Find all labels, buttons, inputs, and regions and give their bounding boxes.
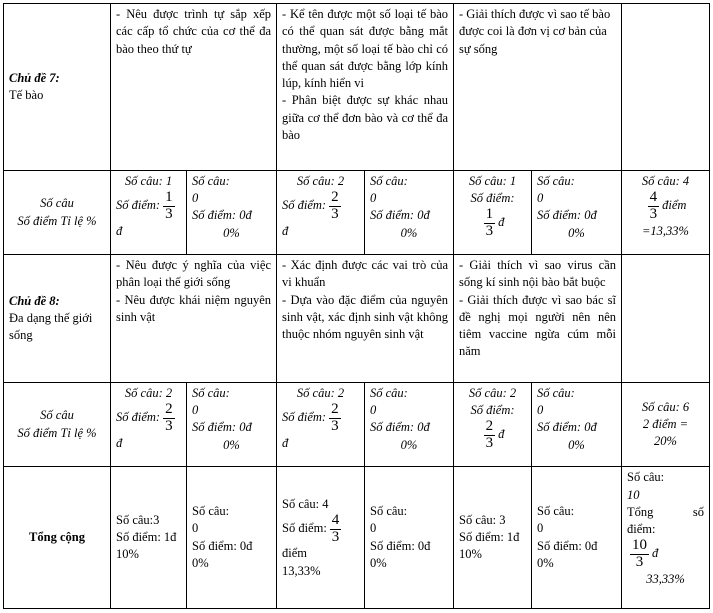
pct-value: 0% [568,437,585,452]
topic8-understand-cell [277,255,454,383]
topic7-know-tl [187,170,277,254]
topic8-know-text-1: - Nêu được ý nghĩa của việc phân loại thế giới sống [116,258,271,290]
topic7-apply-text: - Giải thích được vì sao tế bào được coi là đơn vị cơ bản của sự sống [459,7,611,56]
unit: đ [652,546,659,561]
topic8-label-cell [4,255,111,383]
topic8-understand-text-2: - Dựa vào đặc điểm của nguyên sinh vật, xác định sinh vật không thuộc nhóm nguyên sinh vật [282,292,448,342]
topic8-know-tl [187,382,277,466]
topic8-apply-text-1: - Giải thích vì sao virus cần sống kí sinh nội bào bắt buộc [459,258,616,290]
topic8-apply-text-2: - Giải thích được vì sao bác sĩ đề nghị mọi người nên nên tiêm vaccine ngừa cúm mỗi năm [459,292,616,359]
total-und-tl [365,467,454,609]
topic7-understand-text-1: - Kể tên được một số loại tế bào có thể quan sát được bằng mắt thường, một số loại tế bào chỉ có thể quan sát được bằng lớp kính lúp, kính hiển vi [282,7,448,90]
diem-value: Số điểm: 0đ [192,420,252,435]
cau-count: Số câu:3 [116,512,160,527]
total-label: Tổng cộng [29,530,85,544]
frac-num: 1 [485,206,494,223]
frac-den: 3 [331,417,339,434]
topic8-empty-cell [622,255,710,383]
pct-value: 20% [654,434,677,449]
cau-value: 0 [192,191,199,206]
total-app-tn [454,467,532,609]
cau-count: Số câu: 1 [124,173,173,188]
diem-value: Số điểm: 0đ [192,208,252,223]
total-total [622,467,710,609]
topic7-app-tn [454,170,532,254]
frac-num: 4 [331,511,340,528]
topic8-stats-label [4,382,111,466]
unit: đ [282,435,289,450]
cau-count: Số câu: 4 [641,173,690,188]
topic8-understand-text-1: - Xác định được các vai trò của vi khuẩn [282,258,448,290]
topic7-und-tl [365,170,454,254]
cau-label: Số câu: [370,385,408,400]
pct-value: 0% [568,225,585,240]
unit: đ [116,435,123,450]
topic8-title: Chủ đề 8: [9,293,60,308]
cau-value: 0 [370,403,377,418]
topic8-apply-cell [454,255,622,383]
unit: đ [282,223,289,238]
cau-label: Số câu: [192,504,230,519]
cau-count: Số câu: 6 [641,399,690,414]
frac-num: 2 [485,418,494,435]
pct-value: 0% [400,437,418,452]
fraction [163,190,175,223]
diem-label: điểm: [627,522,656,536]
cau-count: Số câu: 3 [459,512,506,527]
cau-value: 0 [370,521,377,536]
topic7-app-tl [532,170,622,254]
topic8-und-tn [277,382,365,466]
pct-value: 13,33% [282,563,321,578]
fraction [163,402,175,435]
frac-den: 3 [649,205,658,222]
frac-den: 3 [331,528,340,545]
topic7-understand-cell [277,4,454,171]
diem-label: Số điểm: [470,191,515,206]
total-row [4,467,710,609]
pct-value: 33,33% [646,571,685,586]
diem-word: điểm [282,546,307,561]
topic8-name: Đa dạng thế giới sống [9,310,93,343]
cau-label: Số câu: [537,385,575,400]
pct-value: 10% [116,547,139,562]
topic8-app-tl [532,382,622,466]
diem-value: Số điểm: 1đ [459,530,520,544]
pct-value: 10% [459,547,482,562]
diem-word: điểm [662,198,687,213]
diem-value: Số điểm: 0đ [192,538,253,553]
unit: đ [498,427,505,442]
cau-value: 0 [370,191,377,206]
cau-value: 0 [192,403,199,418]
cau-label: Số câu: [192,385,230,400]
topic7-row [4,4,710,171]
stats-label-line2: Số điểm Tỉ lệ % [17,213,97,228]
fraction [484,419,496,452]
diem-label: Số điểm: [282,520,327,535]
frac-num: 2 [331,401,339,418]
topic8-stats-row [4,382,710,466]
topic8-know-tn [111,382,187,466]
pct-value: 0% [223,437,240,452]
diem-value: Số điểm: 0đ [370,208,430,223]
topic8-know-cell [111,255,277,383]
stats-label-line1: Số câu [40,408,74,423]
frac-num: 4 [649,189,658,206]
unit: đ [116,223,123,238]
topic7-title: Chủ đề 7: [9,70,60,85]
frac-den: 3 [485,223,494,240]
cau-value: 0 [537,521,544,536]
diem-value: Số điểm: 0đ [370,538,431,553]
frac-den: 3 [635,554,644,570]
diem-label: Số điểm: [282,410,327,425]
cau-count: Số câu: 4 [282,496,329,511]
total-app-tl [532,467,622,609]
topic7-know-text: - Nêu được trình tự sắp xếp các cấp tổ chức của cơ thể đa bào theo thứ tự [116,7,271,56]
cau-label: Số câu: [537,173,575,188]
total-label-cell [4,467,111,609]
frac-den: 3 [165,417,173,434]
frac-den: 3 [331,205,339,222]
unit: đ [498,215,505,230]
cau-label: Số câu: [370,504,408,519]
cau-value: 0 [537,191,544,206]
diem-value: Số điểm: 1đ [116,530,177,544]
pct-value: 0% [223,225,240,240]
topic7-stats-label [4,170,111,254]
topic7-und-tn [277,170,365,254]
fraction [329,402,341,435]
topic8-und-tl [365,382,454,466]
diem-label: Số điểm: [282,198,327,213]
cau-count: Số câu: 2 [296,173,345,188]
stats-label-line1: Số câu [40,196,74,211]
frac-den: 3 [165,205,173,222]
pct-value: =13,33% [642,223,689,238]
cau-label: Số câu: [370,173,408,188]
pct-value: 0% [400,225,418,240]
fraction [630,538,649,571]
diem-value: Số điểm: 0đ [370,420,430,435]
total-und-tn [277,467,365,609]
cau-count: Số câu: 1 [468,173,517,188]
topic7-name: Tế bào [9,87,44,102]
cau-value: 0 [192,521,199,536]
diem-value: Số điểm: 0đ [537,420,597,435]
matrix-table [3,3,710,609]
cau-value: 0 [537,403,544,418]
pct-value: 0% [192,555,209,570]
topic7-apply-cell [454,4,622,171]
topic8-row [4,255,710,383]
fraction [330,513,342,546]
cau-label: Số câu: [192,173,230,188]
fraction [648,190,660,223]
diem-label: Số điểm: [116,410,161,425]
cau-count: Số câu: 2 [296,385,345,400]
topic7-know-tn [111,170,187,254]
frac-num: 2 [331,189,339,206]
stats-label-line2: Số điểm Tỉ lệ % [17,425,97,440]
diem-value: Số điểm: 0đ [537,208,597,223]
diem-label: Số điểm: [470,403,515,418]
frac-den: 3 [485,435,494,452]
cau-value: 10 [627,487,640,502]
topic8-know-text-2: - Nêu được khái niệm nguyên sinh vật [116,292,271,324]
diem-value: Số điểm: 0đ [537,538,598,553]
topic7-label-cell [4,4,111,171]
topic7-understand-text-2: - Phân biệt được sự khác nhau giữa cơ thể đơn bào và cơ thể đa bào [282,93,448,142]
diem-value: 2 điểm = [642,416,689,431]
pct-value: 0% [537,555,554,570]
total-know-tl [187,467,277,609]
so-word: số [692,504,704,519]
cau-label: Số câu: [537,504,575,519]
topic8-app-tn [454,382,532,466]
topic7-empty-cell [622,4,710,171]
tong-word: Tổng [627,504,654,519]
pct-value: 0% [370,555,387,570]
fraction [329,190,341,223]
topic7-know-cell [111,4,277,171]
cau-count: Số câu: 2 [468,385,517,400]
cau-label: Số câu: [627,470,665,485]
diem-label: Số điểm: [116,198,161,213]
cau-count: Số câu: 2 [124,385,173,400]
topic8-total [622,382,710,466]
frac-num: 2 [165,401,173,418]
total-know-tn [111,467,187,609]
topic7-stats-row [4,170,710,254]
frac-num: 10 [632,537,647,554]
topic7-total [622,170,710,254]
frac-num: 1 [165,189,173,206]
fraction [484,207,496,240]
